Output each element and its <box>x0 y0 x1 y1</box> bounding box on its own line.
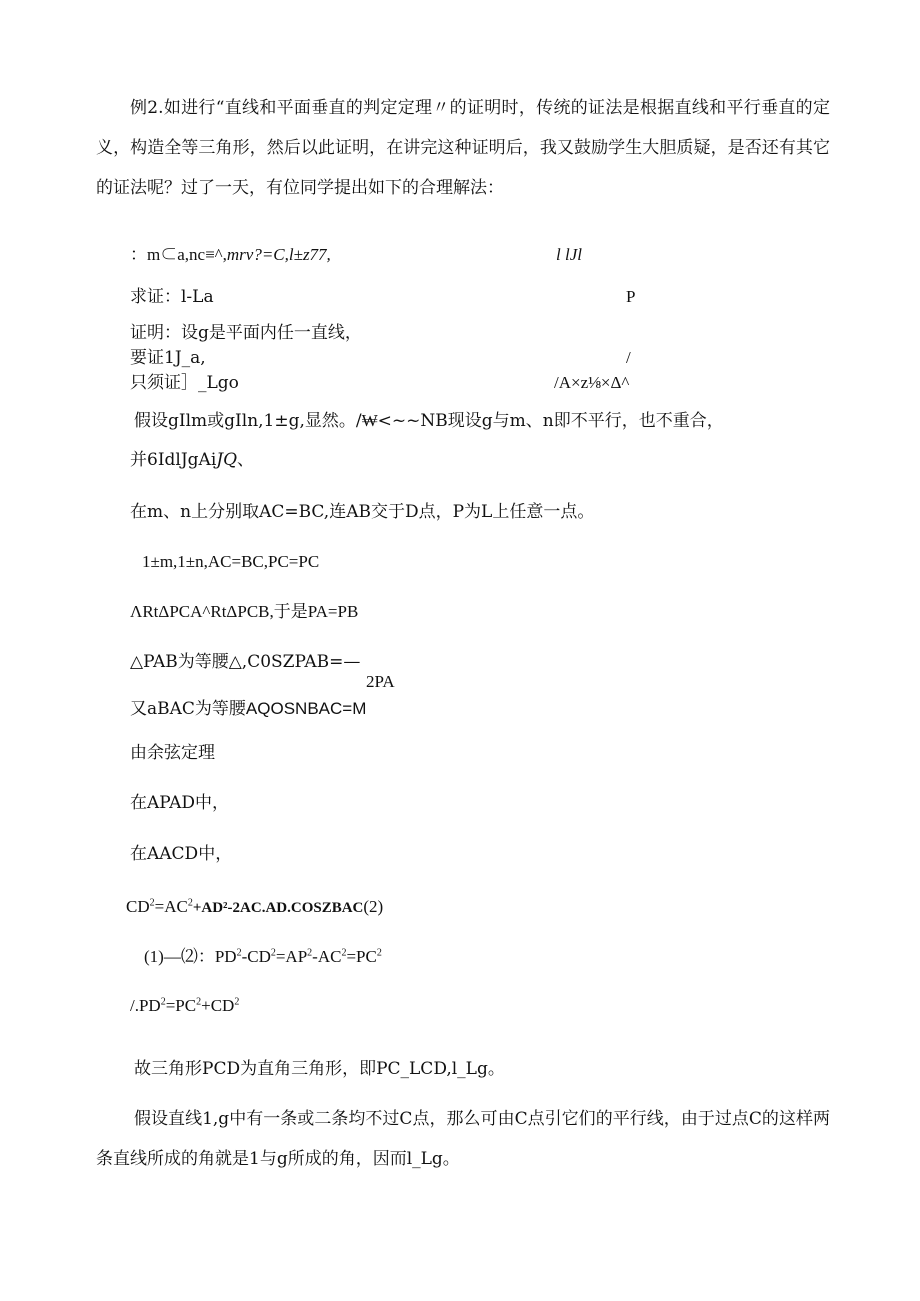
diff-part-a: (1)—⑵：PD <box>144 947 237 966</box>
diff-part-d: -AC <box>312 947 342 966</box>
prove-statement: 求证：l-La <box>130 287 214 307</box>
equation-line-3-denominator: 2PA <box>366 672 395 691</box>
figure-slash: / <box>626 348 631 367</box>
intro-paragraph: 例2.如进行“直线和平面垂直的判定定理〃的证明时，传统的证法是根据直线和平行垂直的定义，构造全等三角形，然后以此证明，在讲完这种证明后，我又鼓励学生大胆质疑，是否还有其它的证法呢？过了一天，有位同学提出如下的合理解法： <box>96 98 830 198</box>
equation-number-2: (2) <box>363 897 384 916</box>
pd-squared-equation <box>130 995 239 1017</box>
diff-exp-1: 2 <box>236 947 242 959</box>
assumption-line-2 <box>130 449 254 471</box>
final-paragraph: 假设直线1,g中有一条或二条均不过C点，那么可由C点引它们的平行线，由于过点C的这样两条直线所成的角就是1与g所成的角，因而l_Lg。 <box>96 1109 830 1169</box>
diff-exp-3: 2 <box>307 947 313 959</box>
pd-exp-1: 2 <box>160 996 166 1008</box>
pd-exp-3: 2 <box>234 996 240 1008</box>
diff-exp-2: 2 <box>270 947 276 959</box>
figure-point-p: P <box>626 287 636 306</box>
equation-line-2: ΛRtΔPCA^RtΔPCB,于是PA=PB <box>130 602 359 621</box>
conclusion-line: 故三角形PCD为直角三角形，即PC_LCD,l_Lg。 <box>134 1059 505 1079</box>
cd-exponent: 2 <box>149 897 155 909</box>
given-text-a: ：m⊂a,nc≡^, <box>130 245 227 264</box>
equation-line-3: △PAB为等腰△,C0SZPAB=— <box>130 652 361 672</box>
in-triangle-pad-line: 在APAD中， <box>130 793 230 813</box>
difference-equation <box>144 946 382 968</box>
assumption-text-c: 、 <box>237 450 255 470</box>
diff-exp-4: 2 <box>341 947 347 959</box>
proof-line-3: 只须证］_Lgo <box>130 373 239 393</box>
pd-part-a: /.PD <box>130 996 161 1015</box>
diff-exp-5: 2 <box>376 947 382 959</box>
ac-exponent: 2 <box>187 897 193 909</box>
ad-cos-term: +AD²-2AC.AD.COSZBAC <box>192 900 364 916</box>
diff-part-e: =PC <box>346 947 377 966</box>
cd-term: CD <box>126 897 150 916</box>
pd-part-c: +CD <box>201 996 235 1015</box>
equation-line-4-formula: AQOSNBAC=M <box>245 699 367 718</box>
figure-garbled-label: /A×z⅛×Δ^ <box>554 373 630 392</box>
given-figure-label: l lJl <box>556 245 582 264</box>
proof-line-2: 要证1J_a, <box>130 348 206 368</box>
ac-term: =AC <box>154 897 188 916</box>
assumption-text-a: 并6IdlJgAi <box>130 450 217 470</box>
equation-line-4 <box>130 698 366 720</box>
pd-exp-2: 2 <box>196 996 202 1008</box>
given-text-b: mrv?=C,l±z77, <box>226 245 331 264</box>
equation-line-1: 1±m,1±n,AC=BC,PC=PC <box>142 552 320 571</box>
assumption-text-b: JQ <box>216 450 238 470</box>
take-points-line: 在m、n上分别取AC=BC,连AB交于D点，P为L上任意一点。 <box>130 502 595 522</box>
cd-squared-equation <box>126 896 383 919</box>
diff-part-c: =AP <box>275 947 308 966</box>
cosine-law-line: 由余弦定理 <box>130 743 215 763</box>
equation-line-4-text: 又aBAC为等腰 <box>130 699 246 719</box>
in-triangle-acd-line: 在AACD中， <box>130 844 233 864</box>
diff-part-b: -CD <box>241 947 271 966</box>
given-line <box>130 244 331 266</box>
assumption-line-1: 假设gIlm或gIln,1±g,显然。/₩<~~NB现设g与m、n即不平行，也不重合， <box>134 411 724 431</box>
pd-part-b: =PC <box>165 996 197 1015</box>
proof-line-1: 证明：设g是平面内任一直线， <box>130 323 362 343</box>
